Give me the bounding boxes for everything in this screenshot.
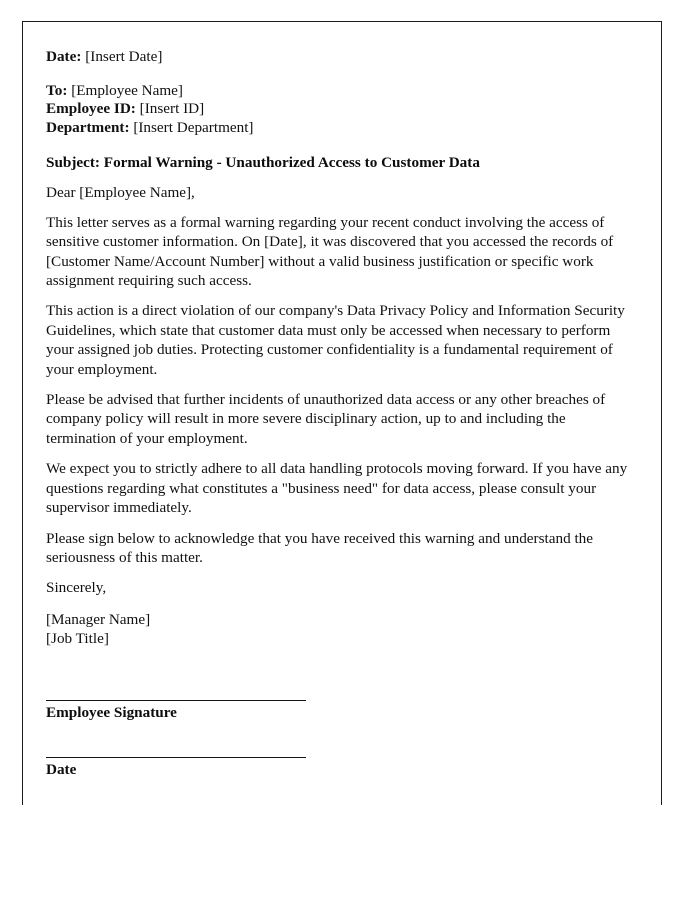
date-signature-rule[interactable] — [46, 757, 306, 758]
field-date-value: [Insert Date] — [85, 48, 163, 65]
paragraph-2: This action is a direct violation of our company's Data Privacy Policy and Information Security Guidelines, which state that customer data must only be accessed when necessary to perform your assigned job duties. Protecting customer confidentiality is a fundamental requirement of your employment. — [46, 302, 625, 378]
paragraph-4: We expect you to strictly adhere to all data handling protocols moving forward. If you have any questions regarding what constitutes a "business need" for data access, please consult your supervisor immediately. — [46, 460, 628, 517]
signer-name: [Manager Name] — [46, 611, 151, 629]
spacer — [46, 66, 633, 82]
field-to-label: To: — [46, 82, 68, 100]
field-employee-id-value: [Insert ID] — [139, 100, 205, 118]
date-signature-label: Date — [46, 761, 77, 779]
spacer — [46, 290, 633, 301]
field-to-value: [Employee Name] — [71, 82, 183, 100]
paragraph-5: Please sign below to acknowledge that you have received this warning and understand the seriousness of this matter. — [46, 529, 594, 566]
spacer — [46, 448, 633, 459]
employee-signature-rule[interactable] — [46, 700, 306, 701]
letter-body — [23, 22, 661, 779]
field-department-label: Department: — [46, 118, 130, 136]
field-date — [46, 48, 633, 66]
paragraph-1: This letter serves as a formal warning regarding your recent conduct involving the access of sensitive customer information. On [Date], it was discovered that you accessed the records of [Customer Name/Account Number] without a valid business justification or specific work assignment requiring such access. — [46, 213, 614, 290]
spacer — [46, 567, 633, 578]
field-department-value: [Insert Department] — [133, 118, 254, 136]
subject-line: Subject: Formal Warning - Unauthorized Access to Customer Data — [46, 153, 480, 171]
closing: Sincerely, — [46, 579, 107, 597]
field-department — [46, 119, 633, 137]
salutation: Dear [Employee Name], — [46, 183, 195, 201]
signer-title: [Job Title] — [46, 629, 109, 647]
spacer — [46, 137, 633, 153]
employee-signature-label: Employee Signature — [46, 704, 177, 722]
spacer — [46, 518, 633, 529]
document-page — [22, 21, 662, 805]
field-employee-id-label: Employee ID: — [46, 100, 136, 118]
spacer — [46, 202, 633, 213]
paragraph-3: Please be advised that further incidents of unauthorized data access or any other breaches of company policy will result in more severe disciplinary action, up to and including the termination of your employment. — [46, 391, 606, 447]
spacer — [46, 172, 633, 183]
spacer — [46, 597, 633, 611]
field-to — [46, 82, 633, 100]
spacer — [46, 379, 633, 390]
date-signature-block — [46, 757, 633, 779]
field-employee-id — [46, 100, 633, 118]
field-date-label: Date: — [46, 48, 82, 65]
employee-signature-block — [46, 700, 633, 722]
